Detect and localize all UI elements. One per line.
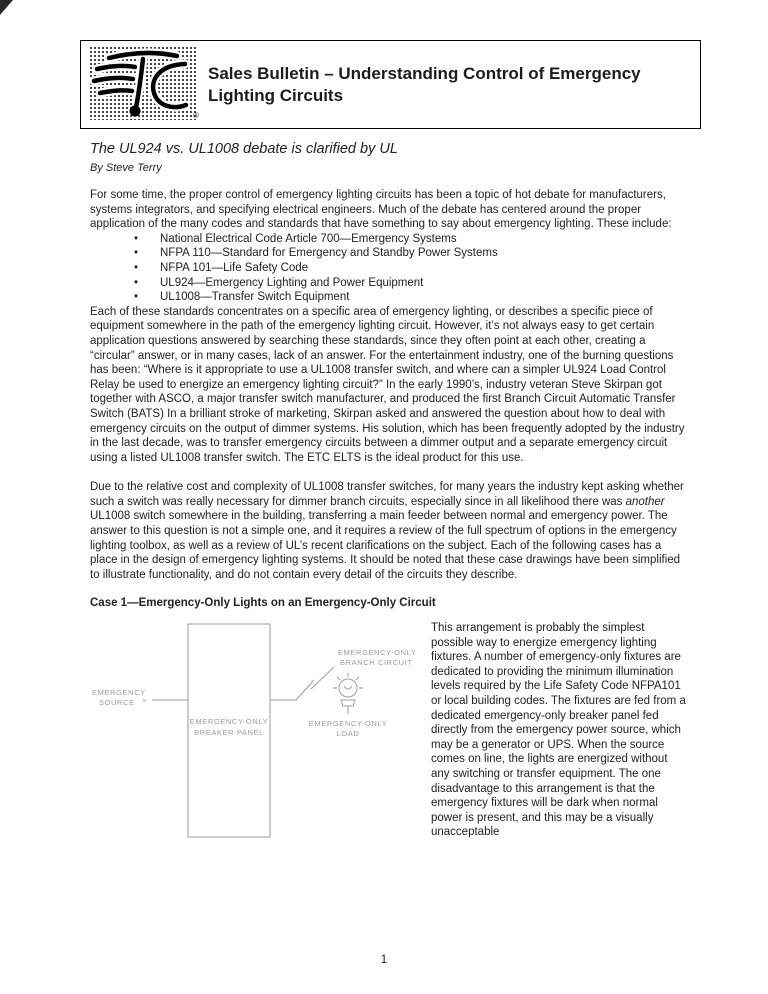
header-banner xyxy=(80,40,701,129)
article-subtitle: The UL924 vs. UL1008 debate is clarified by UL xyxy=(90,141,398,157)
bulletin-title xyxy=(206,63,686,106)
article-body xyxy=(90,188,687,871)
list-item: • NFPA 101—Life Safety Code xyxy=(134,261,687,276)
page-number: 1 xyxy=(380,954,388,966)
paragraph-segment: Due to the relative cost and complexity of UL1008 transfer switches, for many years the industry kept asking whether such a switch was really necessary for dimmer branch circuits, especially since in all likelihood there was xyxy=(90,481,684,508)
lamp-icon xyxy=(333,673,363,714)
case1-section xyxy=(90,621,687,871)
paragraph-cost-complexity xyxy=(90,480,687,582)
bulletin-title-line1: Sales Bulletin – Understanding Control of Emergency xyxy=(208,64,641,83)
callout-leader-line xyxy=(311,667,334,689)
paragraph-standards-discussion: Each of these standards concentrates on a specific area of emergency lighting, or describes a specific piece of equipment somewhere in the path of the emergency lighting circuit. However, it’s not always easy to get certain application questions answered by searching these standards, since they often point at each other, creating a “circular” answer, or in many cases, lack of an answer. For the entertainment industry, one of the burning questions has been: “Where is it appropriate to use a UL1008 transfer switch, and where can a simpler UL924 Load Control Relay be used to energize an emergency lighting circuit?” In the early 1990’s, industry veteran Steve Skirpan got together with ASCO, a major transfer switch manufacturer, and produced the first Branch Circuit Automatic Transfer Switch (BATS) In a brilliant stroke of marketing, Skirpan asked and answered the question about how to deal with emergency circuits on the output of dimmer systems. His solution, which has been frequently adopted by the industry in the last decade, was to transfer emergency circuits between a dimmer output and a separate emergency circuit using a listed UL1008 transfer switch. The ETC ELTS is the ideal product for this use. xyxy=(90,305,685,464)
source-arrow-glyph: > xyxy=(142,696,147,706)
article-byline: By Steve Terry xyxy=(90,162,162,174)
list-item: • NFPA 110—Standard for Emergency and Standby Power Systems xyxy=(134,246,687,261)
registered-trademark-mark: ® xyxy=(193,111,199,120)
etc-logo-icon xyxy=(89,46,201,122)
etc-logo xyxy=(81,41,206,128)
diagram-label-panel-line2: BREAKER PANEL xyxy=(194,728,264,738)
case1-diagram xyxy=(90,621,430,871)
intro-paragraph: For some time, the proper control of emergency lighting circuits has been a topic of hot debate for manufacturers, systems integrators, and specifying electrical engineers. Much of the debate has centered around the proper application of the many codes and standards that have something to say about emergency lighting. These include: xyxy=(90,189,672,231)
circuit-diagram-icon xyxy=(90,621,430,866)
bulletin-title-line2: Lighting Circuits xyxy=(208,85,344,105)
emphasized-word: another xyxy=(625,495,665,508)
diagram-label-load-line2: LOAD xyxy=(336,729,360,739)
scan-artifact-corner xyxy=(0,0,13,15)
paragraph-segment: UL1008 switch somewhere in the building, transferring a main feeder between normal and emergency power. The answer to this question is not a simple one, and it requires a review of the full spectrum of options in the emergency lighting toolbox, as well as a review of UL’s recent clarifications on the subject. Each of the following cases has a place in the design of emergency lighting systems. It should be noted that these case drawings have been simplified to illustrate functionality, and do not contain every detail of the circuits they describe. xyxy=(90,510,681,581)
case1-heading: Case 1—Emergency-Only Lights on an Emergency-Only Circuit xyxy=(90,597,436,610)
case1-body-text: This arrangement is probably the simplest possible way to energize emergency lighting fixtures. A number of emergency-only fixtures are dedicated to providing the minimum illumination levels required by the Life Safety Code NFPA101 or local building codes. The fixtures are fed from a dedicated emergency-only breaker panel fed directly from the emergency power source, which may be a generator or UPS. When the source comes on line, the lights are energized without any switching or transfer equipment. The one disadvantage to this arrangement is that the emergency fixtures will be dark when normal power is present, and this may be a visually unacceptable xyxy=(431,622,686,839)
switch-blade xyxy=(296,680,314,700)
list-item: • UL1008—Transfer Switch Equipment xyxy=(134,290,687,305)
list-item: • UL924—Emergency Lighting and Power Equipment xyxy=(134,276,687,291)
diagram-label-branch-line2: BRANCH CIRCUIT xyxy=(340,658,413,668)
list-item: • National Electrical Code Article 700—Emergency Systems xyxy=(134,232,687,247)
diagram-label-branch-line1: EMERGENCY-ONLY xyxy=(338,648,417,658)
standards-list xyxy=(90,232,687,305)
diagram-label-source-line2: SOURCE xyxy=(99,698,135,708)
diagram-label-source-line1: EMERGENCY xyxy=(92,688,146,698)
diagram-label-panel-line1: EMERGENCY-ONLY xyxy=(189,717,269,727)
diagram-label-load-line1: EMERGENCY-ONLY xyxy=(308,719,388,729)
